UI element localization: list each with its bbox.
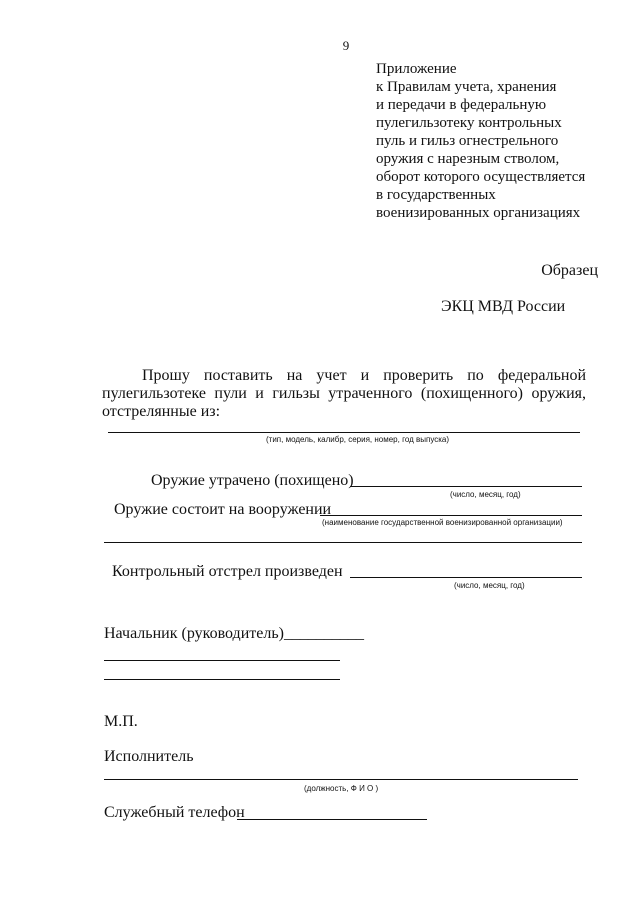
chief-label: Начальник (руководитель)__________ bbox=[104, 625, 364, 642]
appendix-line: оборот которого осуществляется bbox=[376, 169, 586, 185]
addressee: ЭКЦ МВД России bbox=[441, 298, 566, 315]
weapon-lost-date-line[interactable] bbox=[350, 486, 582, 487]
weapon-description-caption: (тип, модель, калибр, серия, номер, год выпуска) bbox=[266, 435, 450, 444]
chief-line-2[interactable] bbox=[104, 660, 340, 661]
appendix-line: пуль и гильз огнестрельного bbox=[376, 133, 559, 149]
control-shot-label: Контрольный отстрел произведен bbox=[112, 563, 343, 580]
phone-label: Служебный телефон bbox=[104, 804, 245, 821]
request-line: отстрелянные из: bbox=[102, 403, 221, 420]
phone-line[interactable] bbox=[237, 819, 427, 820]
weapon-lost-caption: (число, месяц, год) bbox=[450, 490, 521, 499]
appendix-block bbox=[376, 60, 616, 222]
executor-caption: (должность, Ф И О ) bbox=[304, 784, 379, 793]
organization-line-2[interactable] bbox=[104, 542, 582, 543]
appendix-line: и передачи в федеральную bbox=[376, 97, 547, 113]
weapon-armed-label: Оружие состоит на вооружении bbox=[114, 501, 332, 518]
appendix-line: оружия с нарезным стволом, bbox=[376, 151, 560, 167]
request-text bbox=[102, 367, 586, 421]
appendix-line: Приложение bbox=[376, 61, 457, 77]
appendix-line: в государственных bbox=[376, 187, 496, 203]
seal-label: М.П. bbox=[104, 713, 138, 730]
chief-line-3[interactable] bbox=[104, 679, 340, 680]
appendix-line: пулегильзотеку контрольных bbox=[376, 115, 562, 131]
control-shot-caption: (число, месяц, год) bbox=[454, 581, 525, 590]
appendix-line: военизированных организациях bbox=[376, 205, 581, 221]
control-shot-date-line[interactable] bbox=[350, 577, 582, 578]
request-line: Прошу поставить на учет и проверить по федеральной bbox=[142, 367, 586, 384]
weapon-description-line[interactable] bbox=[108, 432, 580, 433]
page-number: 9 bbox=[342, 38, 350, 53]
organization-line[interactable] bbox=[320, 515, 582, 516]
executor-label: Исполнитель bbox=[104, 748, 194, 765]
organization-caption: (наименование государственной военизированной организации) bbox=[322, 518, 563, 527]
request-line: пулегильзотеке пули и гильзы утраченного (похищенного) оружия, bbox=[102, 385, 586, 402]
appendix-line: к Правилам учета, хранения bbox=[376, 79, 557, 95]
sample-label: Образец bbox=[541, 262, 598, 279]
weapon-lost-label: Оружие утрачено (похищено) bbox=[151, 472, 354, 489]
executor-line[interactable] bbox=[104, 779, 578, 780]
